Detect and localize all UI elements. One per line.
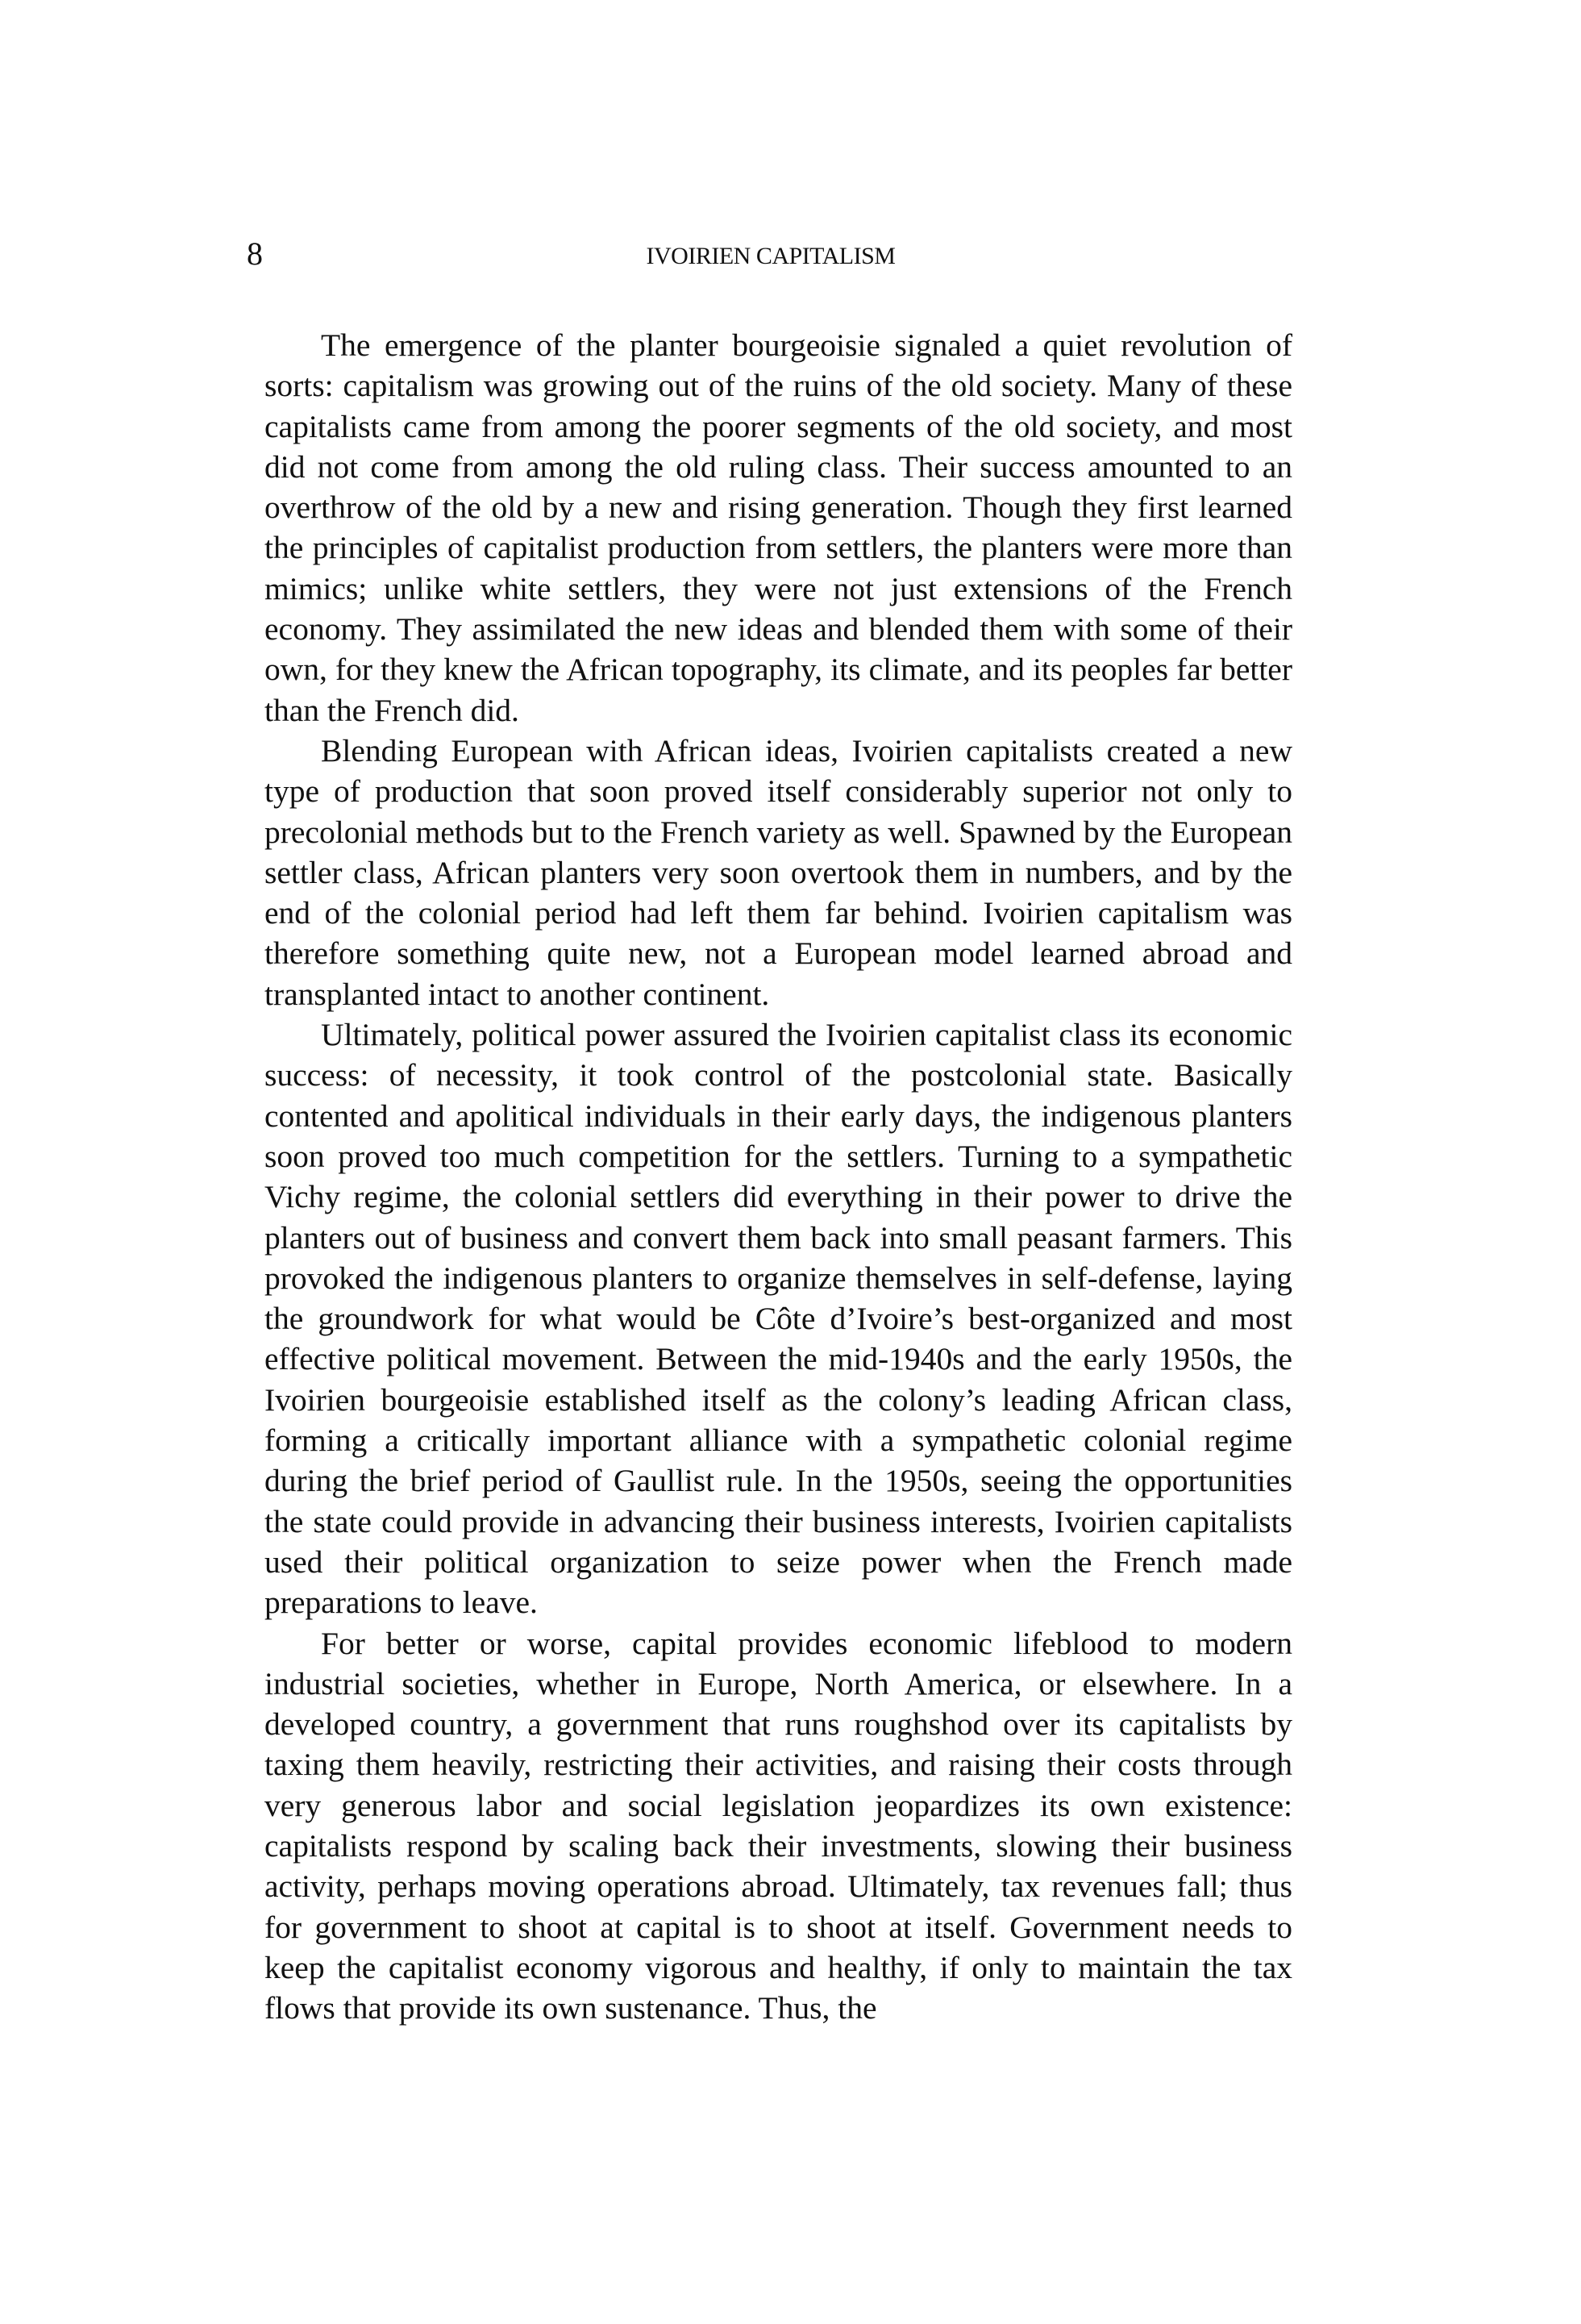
body-text: [264, 325, 1292, 2028]
running-title: IVOIRIEN CAPITALISM: [646, 243, 896, 269]
paragraph-1: The emergence of the planter bourgeoisie signaled a quiet revolution of sorts: capitalism was growing out of the ruins of the old society. Many of these capitalists came from among the poorer segments of the old society, and most did not come from among the old ruling class. Their success amounted to an overthrow of the old by a new and rising generation. Though they first learned the principles of capitalist production from settlers, the planters were more than mimics; unlike white settlers, they were not just extensions of the French economy. They assimilated the new ideas and blended them with some of their own, for they knew the African topography, its climate, and its peoples far better than the French did.: [264, 327, 1292, 728]
paragraph-4: For better or worse, capital provides economic lifeblood to modern industrial societies, whether in Europe, North America, or elsewhere. In a developed country, a government that runs roughshod over its capitalists by taxing them heavily, restricting their activities, and raising their costs through very generous labor and social legislation jeopardizes its own existence: capitalists respond by scaling back their investments, slowing their business activity, perhaps moving operations abroad. Ultimately, tax revenues fall; thus for government to shoot at capital is to shoot at itself. Government needs to keep the capitalist economy vigorous and healthy, if only to maintain the tax flows that provide its own sustenance. Thus, the: [264, 1625, 1292, 2026]
paragraph-3: Ultimately, political power assured the Ivoirien capitalist class its economic success: of necessity, it took control of the postcolonial state. Basically contented and apolitical individuals in their early days, the indigenous planters soon proved too much competition for the settlers. Turning to a sympathetic Vichy regime, the colonial settlers did everything in their power to drive the planters out of business and convert them back into small peasant farmers. This provoked the indigenous planters to organize themselves in self-defense, laying the groundwork for what would be Côte d’Ivoire’s best-organized and most effective political movement. Between the mid-1940s and the early 1950s, the Ivoirien bourgeoisie established itself as the colony’s leading African class, forming a critically important alliance with a sympathetic colonial regime during the brief period of Gaullist rule. In the 1950s, seeing the opportunities the state could provide in advancing their business interests, Ivoirien capitalists used their political organization to seize power when the French made preparations to leave.: [264, 1017, 1292, 1621]
paragraph-2: Blending European with African ideas, Ivoirien capitalists created a new type of production that soon proved itself considerably superior not only to precolonial methods but to the French variety as well. Spawned by the European settler class, African planters very soon overtook them in numbers, and by the end of the colonial period had left them far behind. Ivoirien capitalism was therefore something quite new, not a European model learned abroad and transplanted intact to another continent.: [264, 732, 1292, 1012]
page-number: 8: [247, 235, 263, 272]
running-head: [247, 234, 1295, 274]
